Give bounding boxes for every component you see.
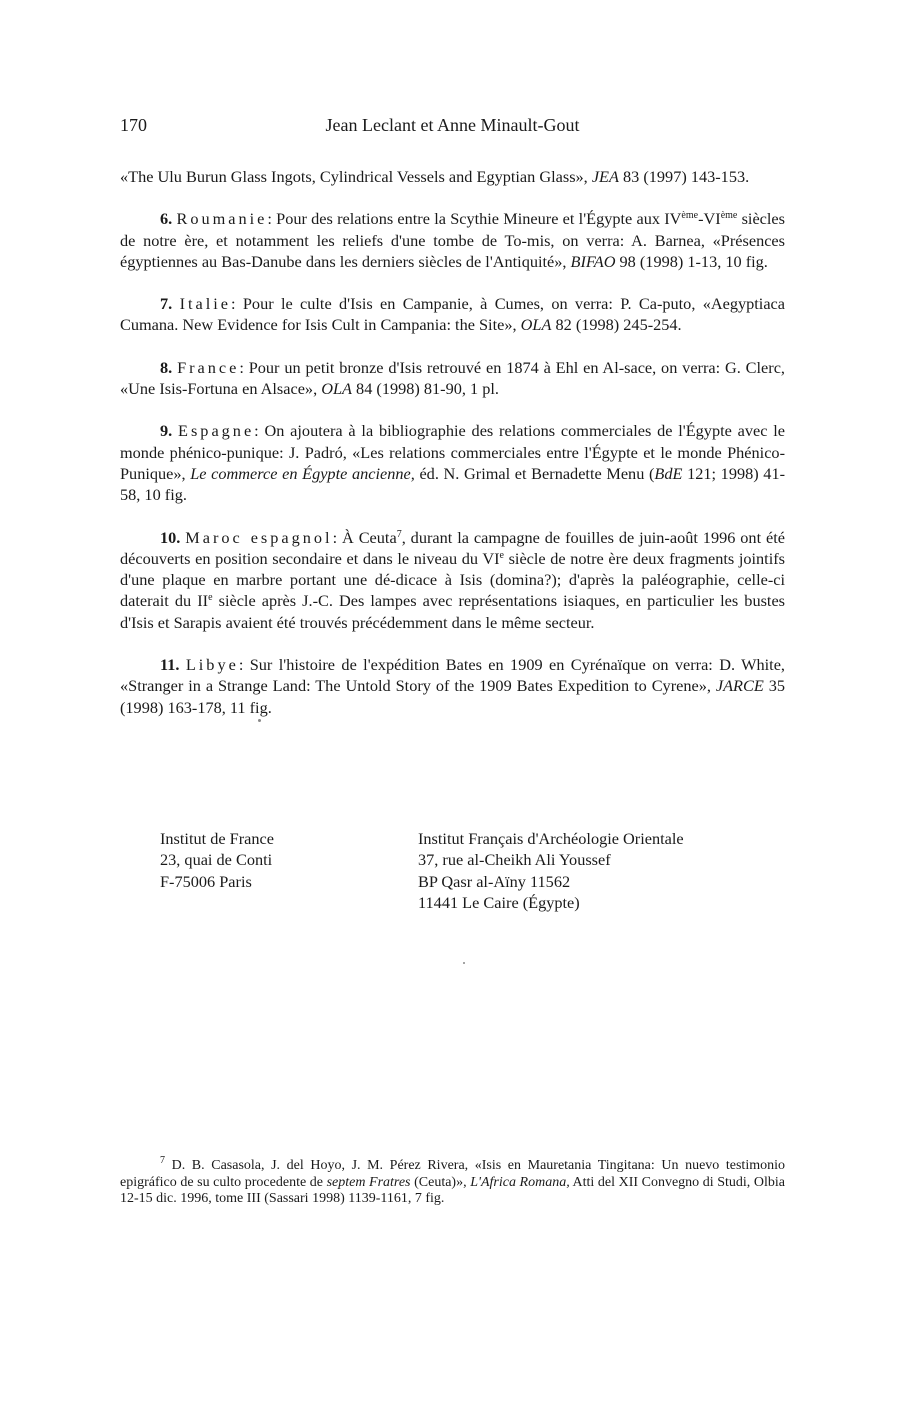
running-title: Jean Leclant et Anne Minault-Gout xyxy=(325,115,580,135)
page xyxy=(120,0,785,1416)
footnote-ref[interactable]: 7 xyxy=(396,528,402,540)
address-line: 11441 Le Caire (Égypte) xyxy=(418,892,580,912)
address-line: F-75006 Paris xyxy=(160,871,252,891)
address-line: Institut de France xyxy=(160,829,274,848)
paragraph-france: 8. France: Pour un petit bronze d'Isis retrouvé en 1874 à Ehl en Al-sace, on verra: G. Clerc, «Une Isis-Fortuna en Alsace», OLA 84 (1998) 81-90, 1 pl. xyxy=(120,357,785,399)
footnote-mark: 7 xyxy=(160,1155,165,1166)
address-line: BP Qasr al-Aïny 11562 xyxy=(418,871,571,891)
address-line: 23, quai de Conti xyxy=(160,850,273,870)
country-heading: Libye xyxy=(185,655,239,675)
paragraph-roumanie: 6. Roumanie: Pour des relations entre la Scythie Mineure et l'Égypte aux IVème-VIème siècles de notre ère, et notamment les reliefs d'une tombe de To-mis, on verra: A. Barnea, «Présences égyptiennes au Bas-Danube dans les derniers siècles de l'Antiquité», BIFAO 98 (1998) 1-13, 10 fig. xyxy=(120,209,785,271)
section-number: 7. xyxy=(160,294,173,314)
section-number: 11. xyxy=(160,655,180,675)
paragraph-espagne: 9. Espagne: On ajoutera à la bibliographie des relations commerciales de l'Égypte avec le monde phénico-punique: J. Padró, «Les relations commerciales entre l'Égypte et le monde Phénico-Punique», Le commerce en Égypte ancienne, éd. N. Grimal et Bernadette Menu (BdE 121; 1998) 41-58, 10 fig. xyxy=(120,421,786,505)
paragraph-continuation: «The Ulu Burun Glass Ingots, Cylindrical Vessels and Egyptian Glass», JEA 83 (1997) 143-153. xyxy=(120,167,750,186)
country-heading: France xyxy=(177,357,240,377)
page-header xyxy=(120,115,785,139)
section-number: 10. xyxy=(160,527,181,547)
scan-speck xyxy=(258,719,261,722)
footnote-7: $^7$ D. B. Casasola, J. del Hoyo, J. M. Pérez Rivera, «Isis en Mauretania Tingitana: Un nuevo testimonio epigráfico de su culto procedente de septem Fratres (Ceuta)», L'Africa Romana, Atti del XII Convegno di Studi, Olbia 12-15 dic. 1996, tome III (Sassari 1998) 1139-1161, 7 fig. xyxy=(120,1155,786,1206)
paragraph-maroc-espagnol: 10. Maroc espagnol: À Ceuta$^7$, durant la campagne de fouilles de juin-août 1996 ont été découverts en position secondaire et dans le niveau du VIe siècle de notre ère deux fragments jointifs d'une plaque en marbre portant une dé-dicace à Isis (domina?); d'après la paléographie, celle-ci daterait du IIe siècle après J.-C. Des lampes avec représentations isiaques, en particulier les bustes d'Isis et Sarapis avaient été trouvés précédemment dans le même secteur. xyxy=(120,527,786,632)
paragraph-italie: 7. Italie: Pour le culte d'Isis en Campanie, à Cumes, on verra: P. Ca-puto, «Aegyptiaca Cumana. New Evidence for Isis Cult in Campania: the Site», OLA 82 (1998) 245-254. xyxy=(120,294,785,335)
address-line: Institut Français d'Archéologie Orientale xyxy=(418,829,684,848)
country-heading: Espagne xyxy=(178,421,255,441)
address-left xyxy=(160,828,274,892)
address-line: 37, rue al-Cheikh Ali Youssef xyxy=(418,850,611,870)
page-number: 170 xyxy=(120,115,147,135)
section-number: 9. xyxy=(160,421,173,441)
country-heading: Roumanie xyxy=(176,209,268,229)
address-right xyxy=(418,828,684,913)
scan-speck xyxy=(463,962,465,964)
paragraph-libye: 11. Libye: Sur l'histoire de l'expédition Bates en 1909 en Cyrénaïque on verra: D. White, «Stranger in a Strange Land: The Untold Story of the 1909 Bates Expedition to Cyrene», JARCE 35 (1998) 163-178, 11 fig. xyxy=(120,655,785,717)
body-text xyxy=(120,166,785,739)
country-heading: Italie xyxy=(179,294,232,314)
country-heading: Maroc espagnol xyxy=(185,527,333,547)
section-number: 6. xyxy=(160,209,173,229)
section-number: 8. xyxy=(160,357,173,377)
